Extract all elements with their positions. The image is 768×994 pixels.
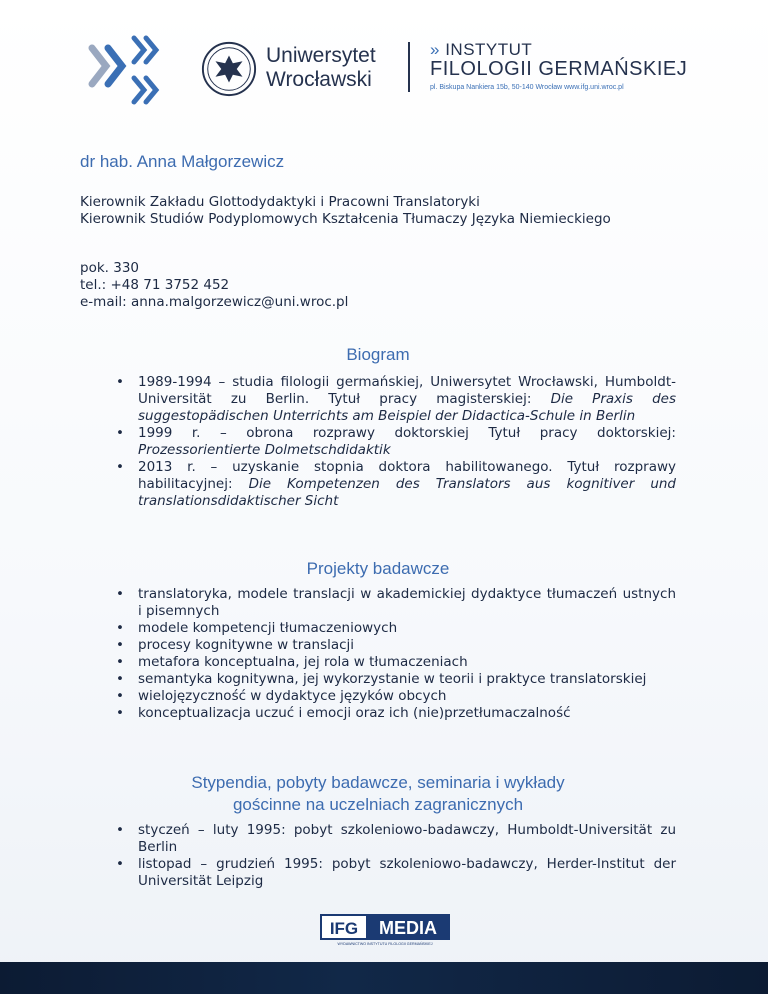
stypendia-list: [80, 822, 676, 890]
phone: tel.: +48 71 3752 452: [80, 277, 230, 293]
list-item: • procesy kognitywne w translacji: [138, 637, 676, 654]
chevron-logo-icon: [86, 34, 166, 114]
university-line1: Uniwersytet: [266, 44, 376, 67]
person-name: dr hab. Anna Małgorzewicz: [80, 152, 285, 171]
logo-part2: MEDIA: [379, 918, 437, 938]
header-divider: [408, 42, 410, 92]
list-item: • listopad – grudzień 1995: pobyt szkoleniowo-badawczy, Herder-Institut der Universität Leipzig: [138, 856, 676, 890]
list-item: • konceptualizacja uczuć i emocji oraz ich (nie)przetłumaczalność: [138, 705, 676, 722]
institute-label: INSTYTUT: [445, 40, 533, 59]
projekty-list: [80, 586, 676, 722]
stypendia-title-line1: Stypendia, pobyty badawcze, seminaria i wykłady: [191, 773, 565, 792]
room: pok. 330: [80, 260, 139, 276]
stypendia-title: [80, 772, 676, 816]
person-roles: [80, 194, 676, 228]
institute-arrows: »: [430, 40, 440, 59]
logo-part1: IFG: [329, 919, 359, 938]
list-item: • semantyka kognitywna, jej wykorzystanie w teorii i praktyce translatorskiej: [138, 671, 676, 688]
institute-name: FILOLOGII GERMAŃSKIEJ: [430, 58, 688, 80]
institute-address: pl. Biskupa Nankiera 15b, 50-140 Wrocław www.ifg.uni.wroc.pl: [430, 84, 624, 91]
stypendia-title-line2: gościnne na uczelniach zagranicznych: [232, 795, 524, 814]
university-name: [266, 44, 376, 92]
projekty-title: Projekty badawcze: [306, 559, 450, 578]
role-2: Kierownik Studiów Podyplomowych Kształcenia Tłumaczy Języka Niemieckiego: [80, 211, 611, 227]
biogram-title: Biogram: [346, 345, 410, 364]
list-item: • wielojęzyczność w dydaktyce języków obcych: [138, 688, 676, 705]
contact-info: [80, 260, 676, 311]
institute-line1: [430, 40, 532, 60]
university-line2: Wrocławski: [266, 68, 372, 91]
list-item: • metafora konceptualna, jej rola w tłumaczeniach: [138, 654, 676, 671]
footer-band: [0, 962, 768, 994]
ifg-media-logo: [320, 914, 450, 946]
list-item: • translatoryka, modele translacji w akademickiej dydaktyce tłumaczeń ustnych i pisemnych: [138, 586, 676, 620]
biogram-list: [80, 374, 676, 510]
role-1: Kierownik Zakładu Glottodydaktyki i Pracowni Translatoryki: [80, 194, 480, 210]
list-item: • 2013 r. – uzyskanie stopnia doktora habilitowanego. Tytuł rozprawy habilitacyjnej: Die Kompetenzen des Translators aus kognitiver und translationsdidaktischer Sicht: [138, 459, 676, 510]
logo-tagline: WYDAWNICTWO INSTYTUTU FILOLOGII GERMAŃSKIEJ: [337, 942, 433, 946]
list-item: • modele kompetencji tłumaczeniowych: [138, 620, 676, 637]
list-item: • 1999 r. – obrona rozprawy doktorskiej Tytuł pracy doktorskiej: Prozessorientierte Dolmetschdidaktik: [138, 425, 676, 459]
university-crest-icon: [200, 40, 258, 98]
list-item: • 1989-1994 – studia filologii germańskiej, Uniwersytet Wrocławski, Humboldt- Universität zu Berlin. Tytuł pracy magisterskiej: Die Praxis des suggestopädischen Unterrichts am Beispiel der Didactica-Schule in Berlin: [138, 374, 676, 425]
list-item: • styczeń – luty 1995: pobyt szkoleniowo-badawczy, Humboldt-Universität zu Berlin: [138, 822, 676, 856]
email: e-mail: anna.malgorzewicz@uni.wroc.pl: [80, 294, 349, 310]
